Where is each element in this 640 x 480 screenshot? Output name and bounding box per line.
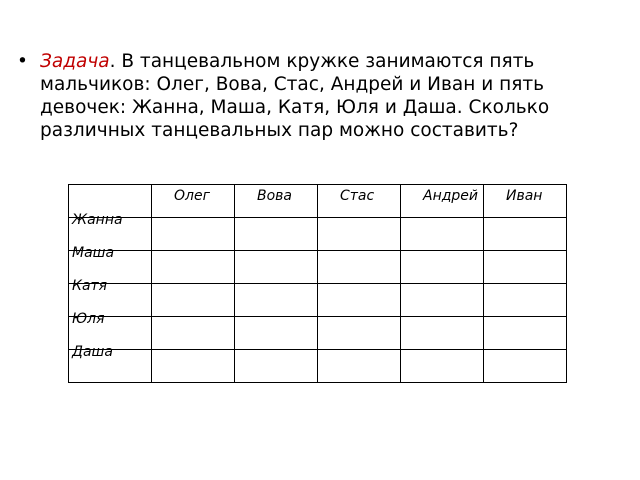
pairs-table [68, 184, 567, 383]
table-cell[interactable] [152, 317, 235, 350]
column-header-ivan [484, 185, 567, 218]
table-cell[interactable] [235, 218, 318, 251]
task-text: . В танцевальном кружке занимаются пять мальчиков: Олег, Вова, Стас, Андрей и Иван и пять девочек: Жанна, Маша, Катя, Юля и Даша. Сколько различных танцевальных пар можно составить? [40, 51, 550, 141]
table-cell[interactable] [401, 251, 484, 284]
column-header-oleg [152, 185, 235, 218]
table-cell[interactable] [318, 284, 401, 317]
row-header-dasha [69, 344, 152, 383]
table-row [69, 350, 567, 383]
column-header-andrey [401, 185, 484, 218]
table-cell[interactable] [152, 350, 235, 383]
column-header-stas [318, 185, 401, 218]
table-cell[interactable] [401, 317, 484, 350]
table-cell[interactable] [318, 251, 401, 284]
row-header-label: Жанна [72, 212, 123, 228]
table-cell[interactable] [401, 218, 484, 251]
table-cell[interactable] [318, 218, 401, 251]
table-cell[interactable] [235, 350, 318, 383]
table-row [69, 317, 567, 350]
table-cell[interactable] [484, 317, 567, 350]
table-cell[interactable] [235, 251, 318, 284]
bullet-icon: • [17, 51, 28, 72]
task-label: Задача [40, 51, 110, 72]
table-row [69, 284, 567, 317]
row-header-label: Юля [72, 311, 105, 327]
table-cell[interactable] [484, 218, 567, 251]
table-cell[interactable] [152, 218, 235, 251]
table-cell[interactable] [484, 251, 567, 284]
table-cell[interactable] [235, 284, 318, 317]
table-cell[interactable] [318, 350, 401, 383]
table-cell[interactable] [401, 284, 484, 317]
table-cell[interactable] [152, 251, 235, 284]
column-header-vova [235, 185, 318, 218]
column-header-label: Вова [257, 188, 292, 204]
table-cell[interactable] [318, 317, 401, 350]
table-cell[interactable] [484, 350, 567, 383]
header-row [69, 185, 567, 218]
table-row [69, 251, 567, 284]
table-cell[interactable] [152, 284, 235, 317]
table-cell[interactable] [401, 350, 484, 383]
column-header-label: Иван [506, 188, 543, 204]
row-header-label: Даша [72, 344, 113, 360]
table-cell[interactable] [484, 284, 567, 317]
column-header-label: Андрей [423, 188, 479, 204]
column-header-label: Олег [174, 188, 210, 204]
row-header-label: Катя [72, 278, 108, 294]
table-row [69, 218, 567, 251]
row-header-label: Маша [72, 245, 115, 261]
column-header-label: Стас [340, 188, 375, 204]
task-paragraph [17, 50, 632, 142]
table-cell[interactable] [235, 317, 318, 350]
